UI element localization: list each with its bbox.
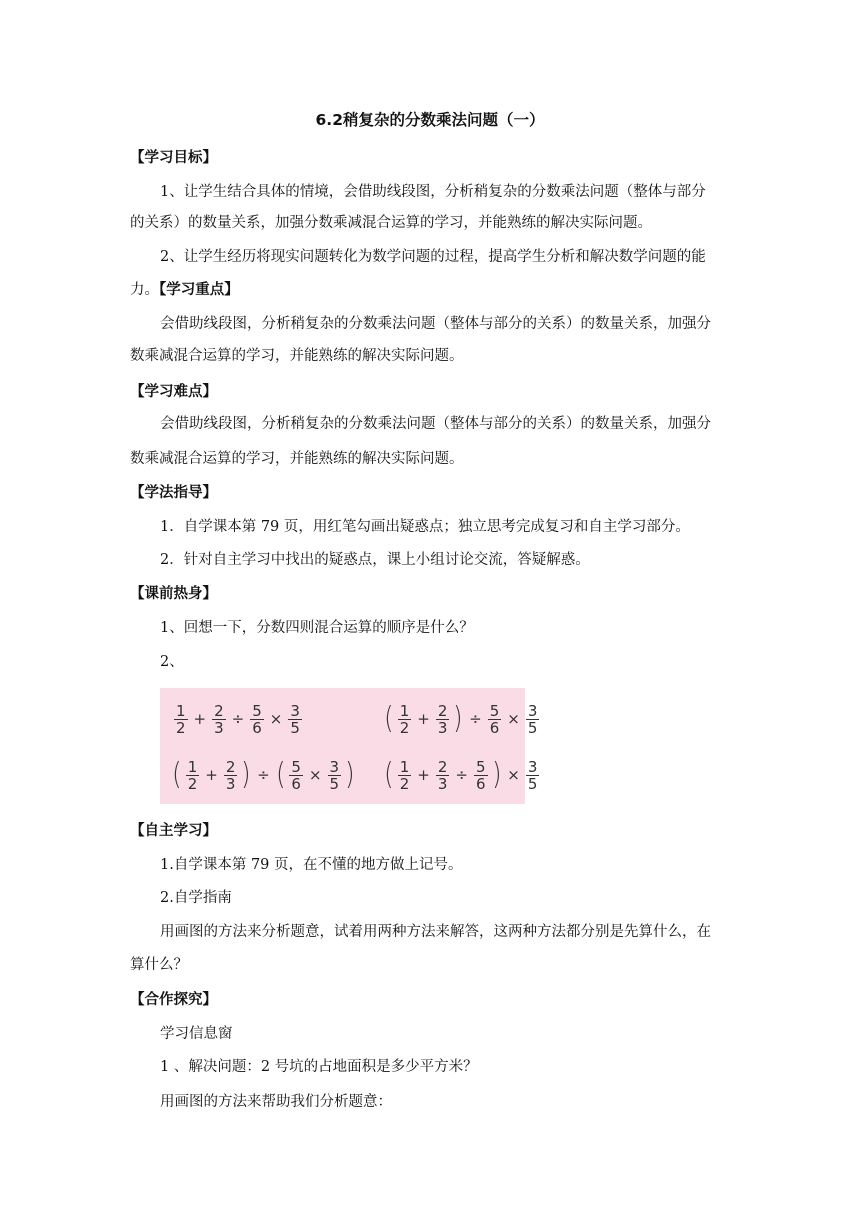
self-study-item-1: 1.自学课本第 79 页，在不懂的地方做上记号。 xyxy=(160,857,463,873)
fraction: $\frac{3}{5}$ xyxy=(290,701,300,737)
method-heading: 【学法指导】 xyxy=(130,485,217,501)
fraction: $\frac{2}{3}$ xyxy=(437,757,448,793)
right-paren: ) xyxy=(241,757,251,792)
goal-1-line-2: 的关系）的数量关系，加强分数乘减混合运算的学习，并能熟练的解决实际问题。 xyxy=(130,215,652,231)
right-paren: ) xyxy=(453,701,463,736)
fraction: $\frac{2}{3}$ xyxy=(437,701,448,737)
expression-1 xyxy=(172,694,304,744)
goal-2-line-2-text: 力。 xyxy=(130,282,159,298)
difficulty-line-2: 数乘减混合运算的学习，并能熟练的解决实际问题。 xyxy=(130,451,464,467)
key-line-2: 数乘减混合运算的学习，并能熟练的解决实际问题。 xyxy=(130,348,464,364)
divide-sign: ÷ xyxy=(231,710,245,728)
fraction: $\frac{1}{2}$ xyxy=(399,757,410,793)
left-paren: ( xyxy=(384,757,394,792)
left-paren: ( xyxy=(172,757,182,792)
fraction: $\frac{5}{6}$ xyxy=(252,701,262,737)
self-study-guide-line-2: 算什么？ xyxy=(130,957,188,973)
divide-sign: ÷ xyxy=(469,710,482,728)
right-paren: ) xyxy=(491,757,502,792)
expression-4 xyxy=(382,750,541,800)
goal-2-line-1: 2、让学生经历将现实问题转化为数学问题的过程，提高学生分析和解决数学问题的能 xyxy=(160,249,706,265)
fraction: $\frac{1}{2}$ xyxy=(187,757,198,793)
divide-sign: ÷ xyxy=(455,766,468,784)
expression-2 xyxy=(382,694,541,744)
right-paren: ) xyxy=(345,757,355,792)
method-item-2: 2．针对自主学习中找出的疑惑点，课上小组讨论交流，答疑解惑。 xyxy=(160,552,590,568)
difficulty-line-1: 会借助线段图，分析稍复杂的分数乘法问题（整体与部分的关系）的数量关系，加强分 xyxy=(160,416,711,432)
fraction: $\frac{3}{5}$ xyxy=(329,757,340,793)
plus-sign: + xyxy=(417,766,430,784)
fraction: $\frac{3}{5}$ xyxy=(527,701,538,737)
key-heading: 【学习重点】 xyxy=(159,282,239,298)
plus-sign: + xyxy=(205,766,218,784)
info-window-label: 学习信息窗 xyxy=(160,1026,233,1042)
divide-sign: ÷ xyxy=(257,766,270,784)
goal-2-line-2 xyxy=(130,280,740,300)
warmup-heading: 【课前热身】 xyxy=(130,586,217,602)
problem-1: 1 、解决问题：2 号坑的占地面积是多少平方米？ xyxy=(160,1059,478,1075)
expression-3 xyxy=(170,750,357,800)
fraction: $\frac{5}{6}$ xyxy=(475,757,486,793)
times-sign: × xyxy=(269,710,283,728)
warmup-item-1: 1、回想一下，分数四则混合运算的顺序是什么？ xyxy=(160,620,474,636)
cooperation-heading: 【合作探究】 xyxy=(130,992,217,1008)
fraction: $\frac{2}{3}$ xyxy=(214,701,224,737)
fraction: $\frac{1}{2}$ xyxy=(176,701,186,737)
plus-sign: + xyxy=(417,710,430,728)
plus-sign: + xyxy=(193,710,207,728)
page-title: 6.2稍复杂的分数乘法问题（一） xyxy=(315,111,545,129)
math-expressions-box xyxy=(160,688,538,804)
warmup-item-2: 2、 xyxy=(160,654,184,670)
method-item-1: 1．自学课本第 79 页，用红笔勾画出疑惑点；独立思考完成复习和自主学习部分。 xyxy=(160,519,690,535)
self-study-heading: 【自主学习】 xyxy=(130,823,217,839)
fraction: $\frac{1}{2}$ xyxy=(399,701,410,737)
fraction: $\frac{5}{6}$ xyxy=(291,757,301,793)
goals-heading: 【学习目标】 xyxy=(130,150,217,166)
difficulty-heading: 【学习难点】 xyxy=(130,384,217,400)
drawing-instruction: 用画图的方法来帮助我们分析题意： xyxy=(160,1094,392,1110)
fraction: $\frac{2}{3}$ xyxy=(225,757,236,793)
times-sign: × xyxy=(507,766,520,784)
fraction: $\frac{3}{5}$ xyxy=(527,757,538,793)
key-line-1: 会借助线段图，分析稍复杂的分数乘法问题（整体与部分的关系）的数量关系，加强分 xyxy=(160,316,711,332)
fraction: $\frac{5}{6}$ xyxy=(489,701,500,737)
left-paren: ( xyxy=(275,757,286,792)
self-study-item-2: 2.自学指南 xyxy=(160,890,232,906)
goal-1-line-1: 1、让学生结合具体的情境，会借助线段图，分析稍复杂的分数乘法问题（整体与部分 xyxy=(160,184,706,200)
left-paren: ( xyxy=(384,701,394,736)
self-study-guide-line-1: 用画图的方法来分析题意，试着用两种方法来解答，这两种方法都分别是先算什么，在 xyxy=(160,924,711,940)
times-sign: × xyxy=(308,766,322,784)
times-sign: × xyxy=(507,710,520,728)
